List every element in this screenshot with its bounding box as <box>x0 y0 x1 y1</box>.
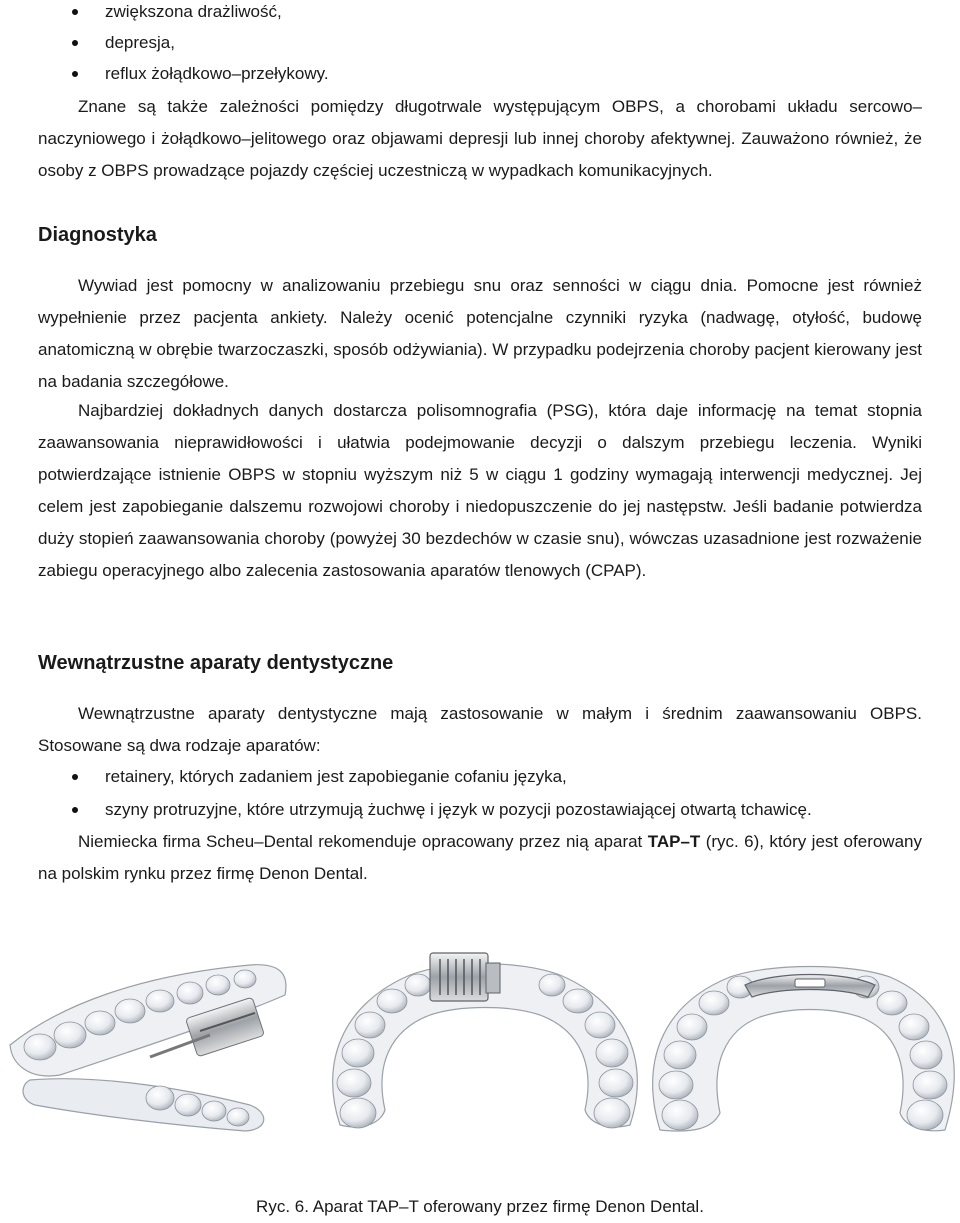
paragraph-text: (ryc. 6), który jest oferowany na polskim rynku przez firmę Denon Dental. <box>38 832 922 883</box>
figure-dental-appliance-photos <box>0 935 960 1145</box>
bullet-icon <box>72 40 78 46</box>
bullet-icon <box>72 71 78 77</box>
dental-appliance-image <box>0 935 960 1145</box>
list-item-text: depresja, <box>105 33 175 52</box>
list-item <box>38 794 922 826</box>
bullet-icon <box>72 807 78 813</box>
appliance-top-view-screw <box>333 953 638 1128</box>
paragraph: Znane są także zależności pomiędzy długotrwale występującym OBPS, a chorobami układu sercowo–naczyniowego i żołądkowo–jelitowego oraz objawami depresji lub innej choroby afektywnej. Zauważono również, że osoby z OBPS prowadzące pojazdy częściej uczestniczą w wypadkach komunikacyjnych. <box>38 97 922 180</box>
list-item-text: zwiększona drażliwość, <box>105 2 282 21</box>
list-item <box>38 761 922 793</box>
list-item-text: szyny protruzyjne, które utrzymują żuchwę i język w pozycji pozostawiającej otwartą tchawicę. <box>105 800 812 819</box>
figure-caption: Ryc. 6. Aparat TAP–T oferowany przez firmę Denon Dental. <box>256 1197 704 1216</box>
appliance-side-view <box>10 965 286 1131</box>
product-name: TAP–T <box>647 832 701 851</box>
section-heading-aparaty: Wewnątrzustne aparaty dentystyczne <box>38 652 394 674</box>
bullet-icon <box>72 774 78 780</box>
appliance-top-view-bar <box>653 967 955 1132</box>
list-item <box>38 27 922 59</box>
list-item <box>38 58 922 90</box>
list-item-text: retainery, których zadaniem jest zapobieganie cofaniu języka, <box>105 767 567 786</box>
paragraph: Wywiad jest pomocny w analizowaniu przebiegu snu oraz senności w ciągu dnia. Pomocne jest również wypełnienie przez pacjenta ankiety. Należy ocenić potencjalne czynniki ryzyka (nadwagę, otyłość, budowę anatomiczną w obrębie twarzoczaszki, sposób odżywiania). W przypadku podejrzenia choroby pacjent kierowany jest na badania szczegółowe. <box>38 276 922 391</box>
paragraph: Najbardziej dokładnych danych dostarcza polisomnografia (PSG), która daje informację na temat stopnia zaawansowania nieprawidłowości i ułatwia podejmowanie decyzji o dalszym przebiegu leczenia. Wyniki potwierdzające istnienie OBPS w stopniu wyższym niż 5 w ciągu 1 godziny wymagają interwencji medycznej. Jej celem jest zapobieganie dalszemu rozwojowi choroby i niedopuszczenie do jej następstw. Jeśli badanie potwierdza duży stopień zaawansowania choroby (powyżej 30 bezdechów w czasie snu), wówczas uzasadnione jest rozważenie zabiegu operacyjnego albo zalecenia zastosowania aparatów tlenowych (CPAP). <box>38 401 922 580</box>
list-item-text: reflux żołądkowo–przełykowy. <box>105 64 329 83</box>
paragraph: Wewnątrzustne aparaty dentystyczne mają zastosowanie w małym i średnim zaawansowaniu OBPS. Stosowane są dwa rodzaje aparatów: <box>38 704 922 755</box>
list-item <box>38 0 922 28</box>
bullet-icon <box>72 9 78 15</box>
section-heading-diagnostyka: Diagnostyka <box>38 224 157 246</box>
paragraph <box>38 826 922 890</box>
paragraph-text: Niemiecka firma Scheu–Dental rekomenduje opracowany przez nią aparat <box>78 832 648 851</box>
